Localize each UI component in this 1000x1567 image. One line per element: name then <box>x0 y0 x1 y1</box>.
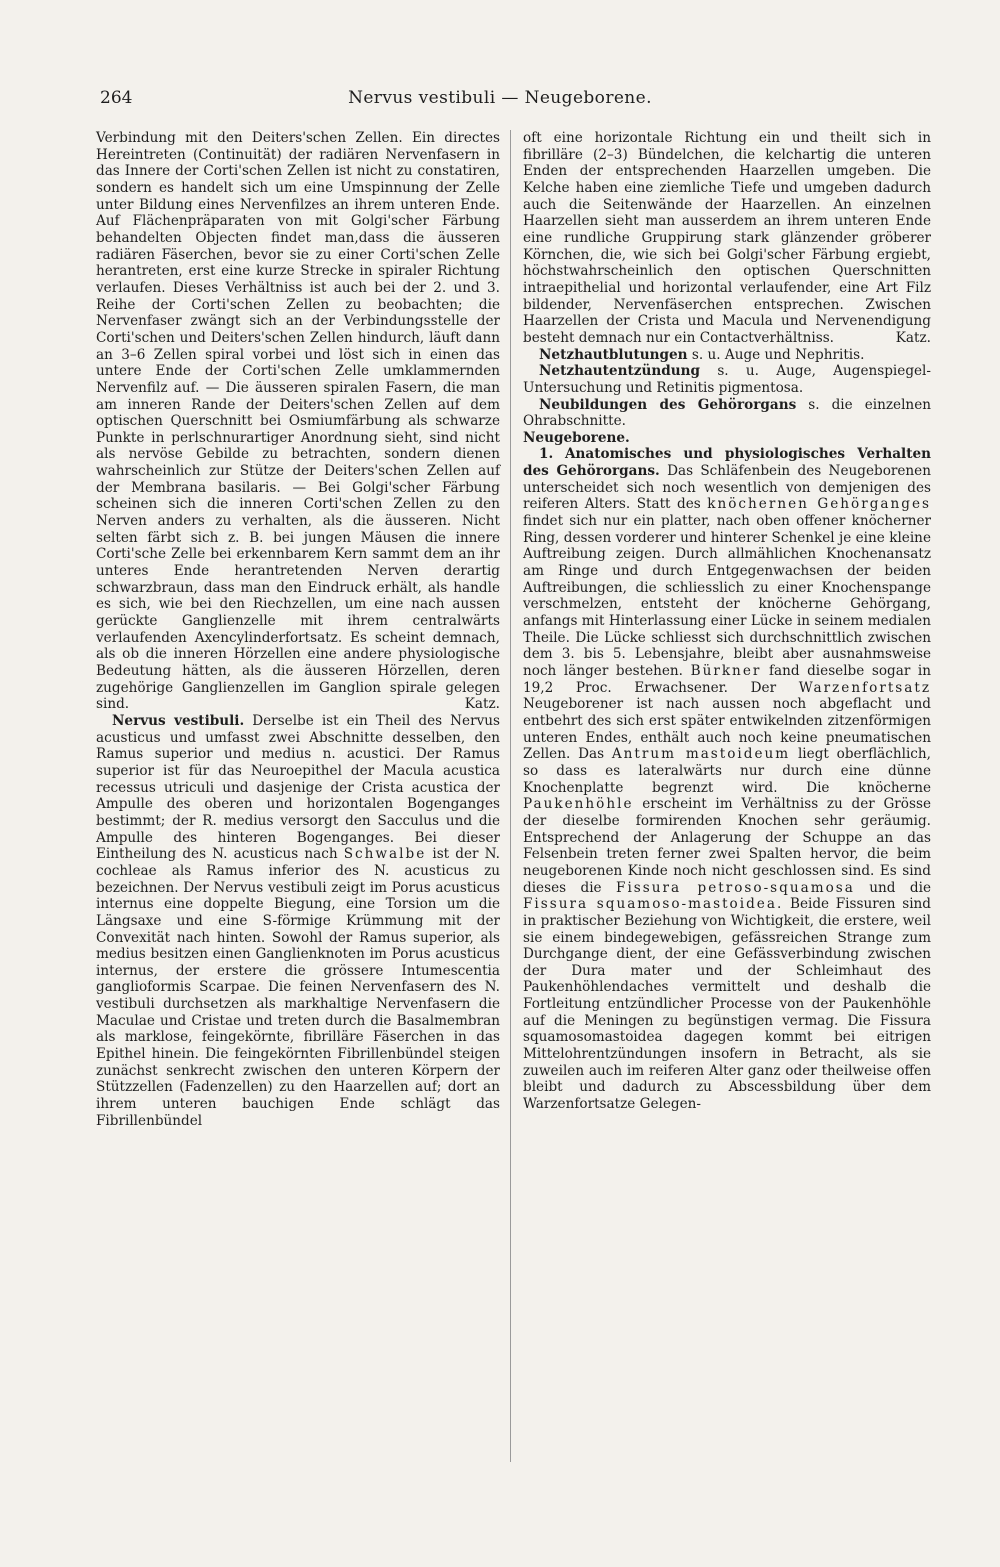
spaced-name: Schwalbe <box>343 846 427 863</box>
running-title: Nervus vestibuli — Neugeborene. <box>348 88 652 108</box>
spaced-term: Fissura squamoso-mastoidea. <box>523 896 784 913</box>
entry-text: ist der N. cochleae als Ramus inferior des N. acusticus zu bezeichnen. Der Nervus vestibuli zeigt im Porus acusticus internus eine doppelte Biegung, eine Torsion um die Längsaxe und eine S-förmige Krümmung mit der Convexität nach hinten. Sowohl der Ramus superior, als medius besitzen einen Ganglienknoten im Porus acusticus internus, der erstere die grössere Intumescentia ganglioformis Scarpae. Die feinen Nervenfasern des N. vestibuli durchsetzen als markhaltige Nervenfasern die Maculae und Cristae und treten durch die Basalmembran als marklose, feingekörnte, fibrilläre Fäserchen in das Epithel hinein. Die feingekörnten Fibrillenbündel steigen zunächst senkrecht zwischen den unteren Körpern der Stützzellen (Fadenzellen) zu den Haarzellen auf; dort an ihrem unteren bauchigen Ende schlägt das Fibrillenbündel <box>96 846 500 1129</box>
spaced-term: Fissura petroso-squamosa <box>616 879 855 896</box>
entry-term: Neugeborene. <box>523 429 630 446</box>
column-divider <box>510 130 511 1462</box>
paragraph-corti-cells <box>96 130 500 713</box>
cross-reference-neubildungen <box>523 397 931 430</box>
paragraph-text: oft eine horizontale Richtung ein und theilt sich in fibrilläre (2–3) Bündelchen, die kelchartig die unteren Enden der entsprechenden Haarzellen umgeben. Die Kelche haben eine ziemliche Tiefe und umgeben dadurch auch die Seitenwände der Haarzellen. An einzelnen Haarzellen sieht man ausserdem an ihrem unteren Ende eine rundliche Gruppirung stark glänzender gröberer Körnchen, die, wie sich bei Golgi'scher Färbung ergiebt, höchstwahrscheinlich den optischen Querschnitten intraepithelial und horizontal verlaufender, eine Art Filz bildender, Nervenfäserchen entsprechen. Zwischen Haarzellen der Crista und Macula und Nervenendigung besteht demnach nur ein Contactverhältniss. <box>523 130 931 346</box>
paragraph-text: Verbindung mit den Deiters'schen Zellen. Ein directes Hereintreten (Continuität) der radiären Nervenfasern in das Innere der Corti'schen Zellen ist nicht zu constatiren, sondern es handelt sich um eine Umspinnung der Zelle unter Bildung eines Nervenfilzes an ihrem unteren Ende. Auf Flächenpräparaten von mit Golgi'scher Färbung behandelten Objecten findet man,dass die äusseren radiären Fäserchen, bevor sie zu einer Corti'schen Zelle herantreten, erst eine kurze Strecke in spiraler Richtung verlaufen. Dieses Verhältniss ist auch bei der 2. und 3. Reihe der Corti'schen Zellen zu beobachten; die Nervenfaser zwängt sich an der Verbindungsstelle der Corti'schen und Deiters'schen Zellen hindurch, läuft dann an 3–6 Zellen spiral vorbei und löst sich in einen das untere Ende der Corti'schen Zelle umklammernden Nervenfilz auf. — Die äusseren spiralen Fasern, die man am inneren Rande der Deiters'schen Zellen auf dem optischen Querschnitt bei Osmiumfärbung als schwarze Punkte in perlschnurartiger Anordnung sieht, sind nicht als nervöse Gebilde zu betrachten, sondern dienen wahrscheinlich zur Stütze der Deiters'schen Zellen auf der Membrana basilaris. — Bei Golgi'scher Färbung scheinen sich die inneren Corti'schen Zellen zu den Nerven anders zu verhalten, als die äusseren. Nicht selten färbt sich z. B. bei jungen Mäusen die innere Corti'sche Zelle bei erkennbarem Kern sammt dem an ihr unteres Ende herantretenden Nerven derartig schwarzbraun, dass man den Eindruck erhält, als handle es sich, wie bei den Riechzellen, um eine nach aussen gerückte Ganglienzelle mit ihrem centralwärts verlaufenden Axencylinderfortsatz. Es scheint demnach, als ob die inneren Hörzellen eine andere physiologische Bedeutung hätten, als die äusseren Hörzellen, deren zugehörige Ganglienzellen im Ganglion spirale gelegen sind. <box>96 130 500 713</box>
spaced-term: knöchernen Gehörganges <box>707 496 931 513</box>
section-number: 1. <box>539 446 554 463</box>
entry-neugeborene <box>523 430 931 447</box>
entry-term: Neubildungen des Gehörorgans <box>539 396 797 413</box>
entry-term: Nervus vestibuli. <box>112 712 245 729</box>
entry-nervus-vestibuli <box>96 713 500 1129</box>
section-text: Beide Fissuren sind in praktischer Beziehung von Wichtigkeit, die erstere, weil sie einem bindegewebigen, gefässreichen Strange zum Durchgange dient, der eine Gefässverbindung zwischen der Dura mater und der Schleimhaut des Paukenhöhlendaches vermittelt und deshalb die Fortleitung entzündlicher Processe von der Paukenhöhle auf die Meningen zu begünstigen vermag. Die Fissura squamosomastoidea dagegen kommt bei eitrigen Mittelohrentzündungen insofern in Betracht, als sie zuweilen auch im reiferen Alter ganz oder theilweise offen bleibt und dadurch zu Abscessbildung über dem Warzenfortsatze Gelegen- <box>523 896 931 1113</box>
page-header <box>100 88 900 118</box>
section-anatomisches-verhalten <box>523 446 931 1112</box>
left-column <box>96 130 500 1129</box>
author-signature: Katz. <box>464 696 500 713</box>
paragraph-hair-cells <box>523 130 931 347</box>
page-number: 264 <box>100 88 133 108</box>
xref-text: s. u. Auge und Nephritis. <box>691 346 865 363</box>
entry-text: Derselbe ist ein Theil des Nervus acusticus und umfasst zwei Abschnitte desselben, den Ramus superior und medius n. acustici. Der Ramus superior ist für das Neuroepithel der Macula acustica recessus utriculi und dasjenige der Crista acustica der Ampulle des oberen und horizontalen Bogenganges bestimmt; der R. medius versorgt den Sacculus und die Ampulle des hinteren Bogenganges. Bei dieser Eintheilung des N. acusticus nach <box>96 712 500 863</box>
spaced-term: Warzenfortsatz <box>798 679 931 696</box>
entry-term: Netzhautentzündung <box>539 363 701 380</box>
right-column <box>523 130 931 1113</box>
xref-text: s. u. Auge, Augenspiegel-Untersuchung und Retinitis pigmentosa. <box>523 363 932 396</box>
cross-reference-netzhautentzuendung <box>523 363 931 396</box>
section-title: Anatomisches und physiologisches Verhalten des Gehörorgans. <box>523 446 931 480</box>
section-text: und die <box>869 879 932 896</box>
spaced-term: Antrum mastoideum <box>611 746 791 763</box>
cross-reference-netzhautblutungen <box>523 347 931 364</box>
author-signature: Katz. <box>895 329 931 346</box>
xref-text: s. die einzelnen Ohrabschnitte. <box>523 396 931 430</box>
spaced-term: Paukenhöhle <box>523 796 634 813</box>
section-text: liegt oberflächlich, so dass es lateralwärts nur durch eine dünne Knochenplatte begrenzt wird. Die knöcherne <box>523 746 931 796</box>
section-text: findet sich nur ein platter, nach oben offener knöcherner Ring, dessen vorderer und hinterer Schenkel je eine kleine Auftreibung zeigen. Durch allmählichen Knochenansatz am Ringe und durch Entgegenwachsen der beiden Auftreibungen, die schliesslich zu einer Knochenspange verschmelzen, entsteht der knöcherne Gehörgang, anfangs mit Hinterlassung einer Lücke in seinem medialen Theile. Die Lücke schliesst sich durchschnittlich zwischen dem 3. bis 5. Lebensjahre, bleibt aber ausnahmsweise noch länger bestehen. <box>523 513 931 679</box>
entry-term: Netzhautblutungen <box>539 346 688 363</box>
section-text: erscheint im Verhältniss zu der Grösse der dieselbe formirenden Knochen sehr geräumig. Entsprechend der Anlagerung der Schuppe an das Felsenbein treten ferner zwei Spalten hervor, die beim neugeborenen Kinde noch nicht geschlossen sind. Es sind dieses die <box>523 796 931 896</box>
spaced-name: Bürkner <box>690 663 762 679</box>
section-text: Das Schläfenbein des Neugeborenen unterscheidet sich noch wesentlich von demjenigen des reiferen Alters. Statt des <box>523 463 931 513</box>
section-text: Neugeborener ist nach aussen noch abgeflacht und entbehrt des sich erst später entwikelnden zitzenförmigen unteren Endes, enthält auch noch keine pneumatischen Zellen. Das <box>523 696 931 763</box>
section-text: fand dieselbe sogar in 19,2 Proc. Erwachsener. Der <box>523 663 931 696</box>
